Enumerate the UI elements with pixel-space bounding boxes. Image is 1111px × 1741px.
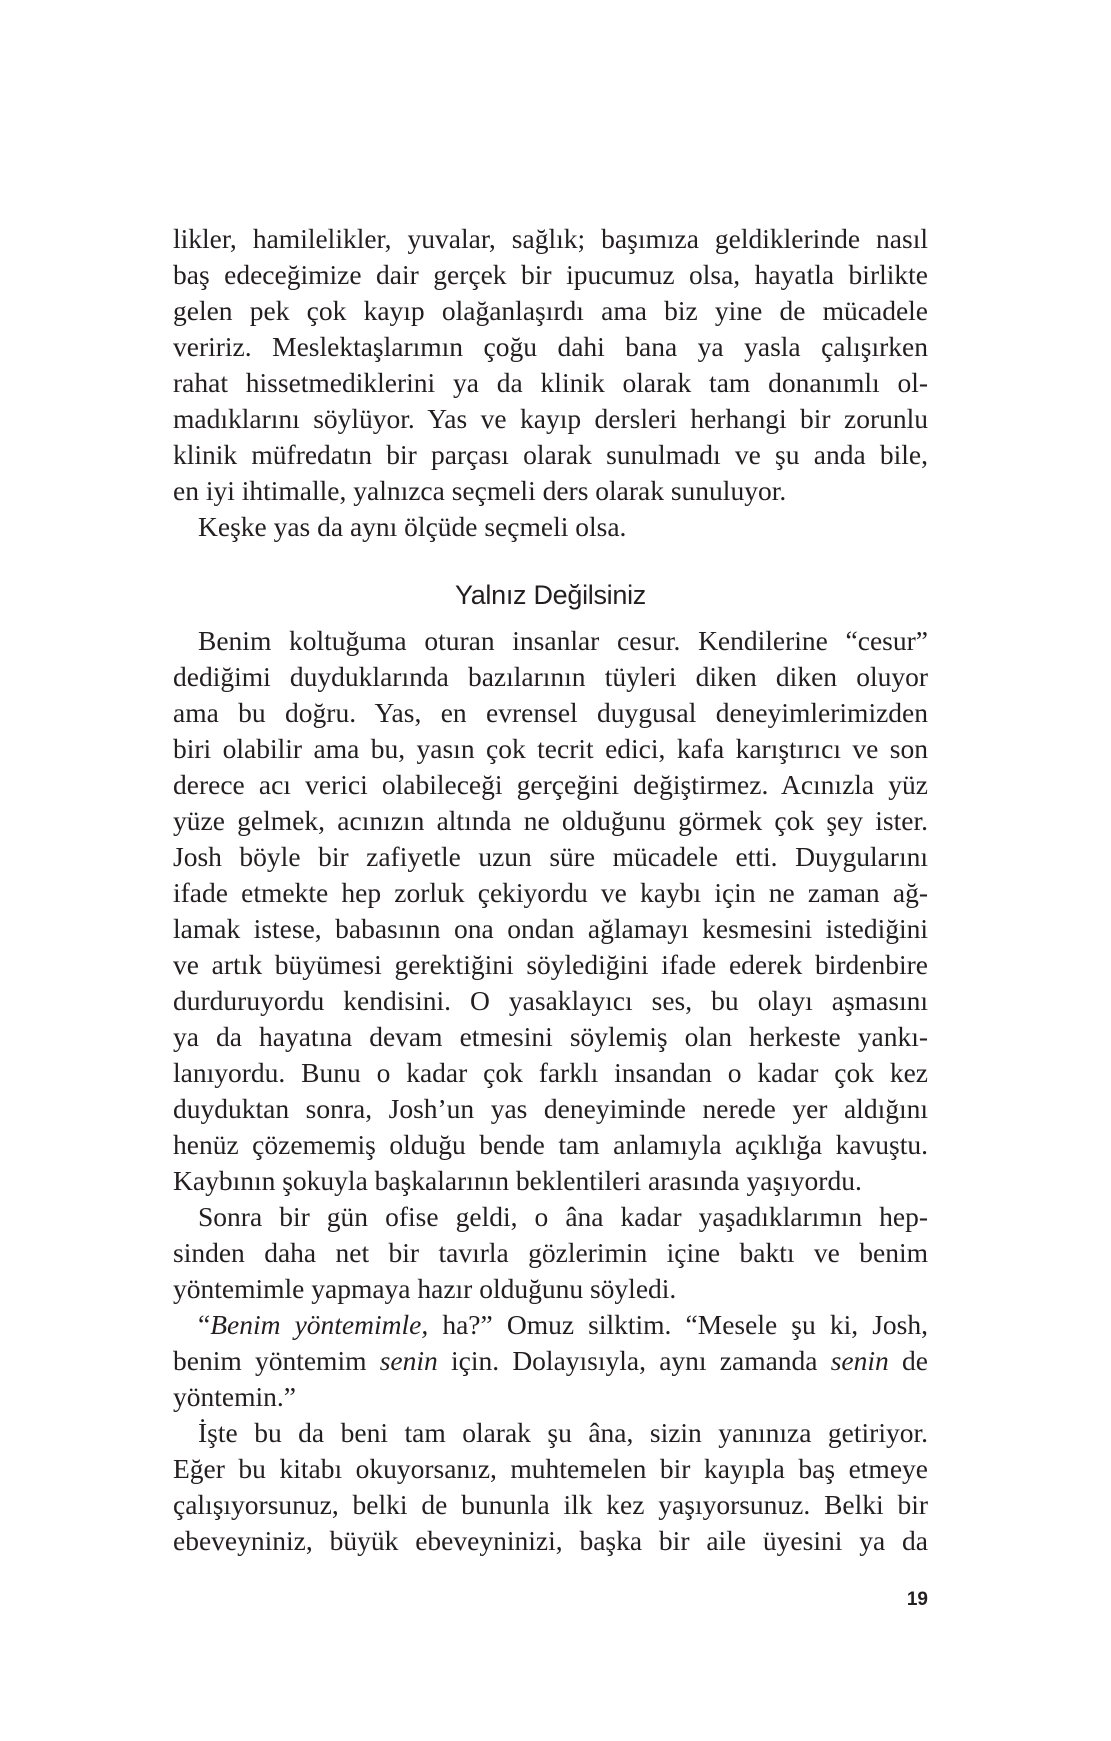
text-line: ifade etmekte hep zorluk çekiyordu ve kaybı için ne zaman ağ- xyxy=(173,877,928,908)
text-line: lanıyordu. Bunu o kadar çok farklı insandan o kadar çok kez xyxy=(173,1057,928,1088)
text-line: gelen pek çok kayıp olağanlaşırdı ama biz yine de mücadele xyxy=(173,295,928,326)
text-line: Josh böyle bir zafiyetle uzun süre mücadele etti. Duygularını xyxy=(173,841,928,872)
text-line: ya da hayatına devam etmesini söylemiş olan herkeste yankı- xyxy=(173,1021,928,1052)
text-line: biri olabilir ama bu, yasın çok tecrit edici, kafa karıştırıcı ve son xyxy=(173,733,928,764)
text-line: baş edeceğimize dair gerçek bir ipucumuz olsa, hayatla birlikte xyxy=(173,259,928,290)
text-line: Eğer bu kitabı okuyorsanız, muhtemelen bir kayıpla baş etmeye xyxy=(173,1453,928,1484)
text-line: likler, hamilelikler, yuvalar, sağlık; başımıza geldiklerinde nasıl xyxy=(173,223,928,254)
text-line: ama bu doğru. Yas, en evrensel duygusal deneyimlerimizden xyxy=(173,697,928,728)
text-line: durduruyordu kendisini. O yasaklayıcı ses, bu olayı aşmasını xyxy=(173,985,928,1016)
text-line: henüz çözememiş olduğu bende tam anlamıyla açıklığa kavuştu. xyxy=(173,1129,928,1160)
text-line: Sonra bir gün ofise geldi, o âna kadar yaşadıklarımın hep- xyxy=(198,1201,928,1232)
text-line: Keşke yas da aynı ölçüde seçmeli olsa. xyxy=(198,511,627,542)
emphasis-text: Benim yöntemimle, xyxy=(210,1309,429,1340)
text-line: en iyi ihtimalle, yalnızca seçmeli ders olarak sunuluyor. xyxy=(173,475,787,506)
text-line: yüze gelmek, acınızın altında ne olduğunu görmek çok şey ister. xyxy=(173,805,928,836)
text-line: klinik müfredatın bir parçası olarak sunulmadı ve şu anda bile, xyxy=(173,439,928,470)
quote-line: yöntemin.” xyxy=(173,1381,296,1412)
text-line: duyduktan sonra, Josh’un yas deneyiminde nerede yer aldığını xyxy=(173,1093,928,1124)
text-line: yöntemimle yapmaya hazır olduğunu söyledi. xyxy=(173,1273,677,1304)
text-line: Benim koltuğuma oturan insanlar cesur. Kendilerine “cesur” xyxy=(198,625,928,656)
section-heading: Yalnız Değilsiniz xyxy=(455,580,646,610)
text-line: ebeveyniniz, büyük ebeveyninizi, başka bir aile üyesini ya da xyxy=(173,1525,928,1556)
text-line: dediğimi duyduklarında bazılarının tüyleri diken diken oluyor xyxy=(173,661,928,692)
text-line: İşte bu da beni tam olarak şu âna, sizin yanınıza getiriyor. xyxy=(198,1417,928,1448)
text-line: Kaybının şokuyla başkalarının beklentileri arasında yaşıyordu. xyxy=(173,1165,862,1196)
quote-line: benim yöntemim senin için. Dolayısıyla, aynı zamanda senin de xyxy=(173,1345,928,1376)
text-line: sinden daha net bir tavırla gözlerimin içine baktı ve benim xyxy=(173,1237,928,1268)
emphasis-text: senin xyxy=(379,1345,438,1376)
text-line: veririz. Meslektaşlarımın çoğu dahi bana ya yasla çalışırken xyxy=(173,331,928,362)
text-line: rahat hissetmediklerini ya da klinik olarak tam donanımlı ol- xyxy=(173,367,928,398)
paragraph-block-top xyxy=(173,221,928,545)
text-line: çalışıyorsunuz, belki de bununla ilk kez yaşıyorsunuz. Belki bir xyxy=(173,1489,928,1520)
text-line: madıklarını söylüyor. Yas ve kayıp dersleri herhangi bir zorunlu xyxy=(173,403,928,434)
page-number: 19 xyxy=(906,1589,928,1610)
text-line: lamak istese, babasının ona ondan ağlamayı kesmesini istediğini xyxy=(173,913,928,944)
text-line: ve artık büyümesi gerektiğini söylediğini ifade ederek birdenbire xyxy=(173,949,928,980)
quote-line: “Benim yöntemimle, ha?” Omuz silktim. “Mesele şu ki, Josh, xyxy=(198,1309,929,1340)
paragraph-block-main xyxy=(173,623,928,1559)
text-line: derece acı verici olabileceği gerçeğini değiştirmez. Acınızla yüz xyxy=(173,769,928,800)
emphasis-text: senin xyxy=(830,1345,889,1376)
